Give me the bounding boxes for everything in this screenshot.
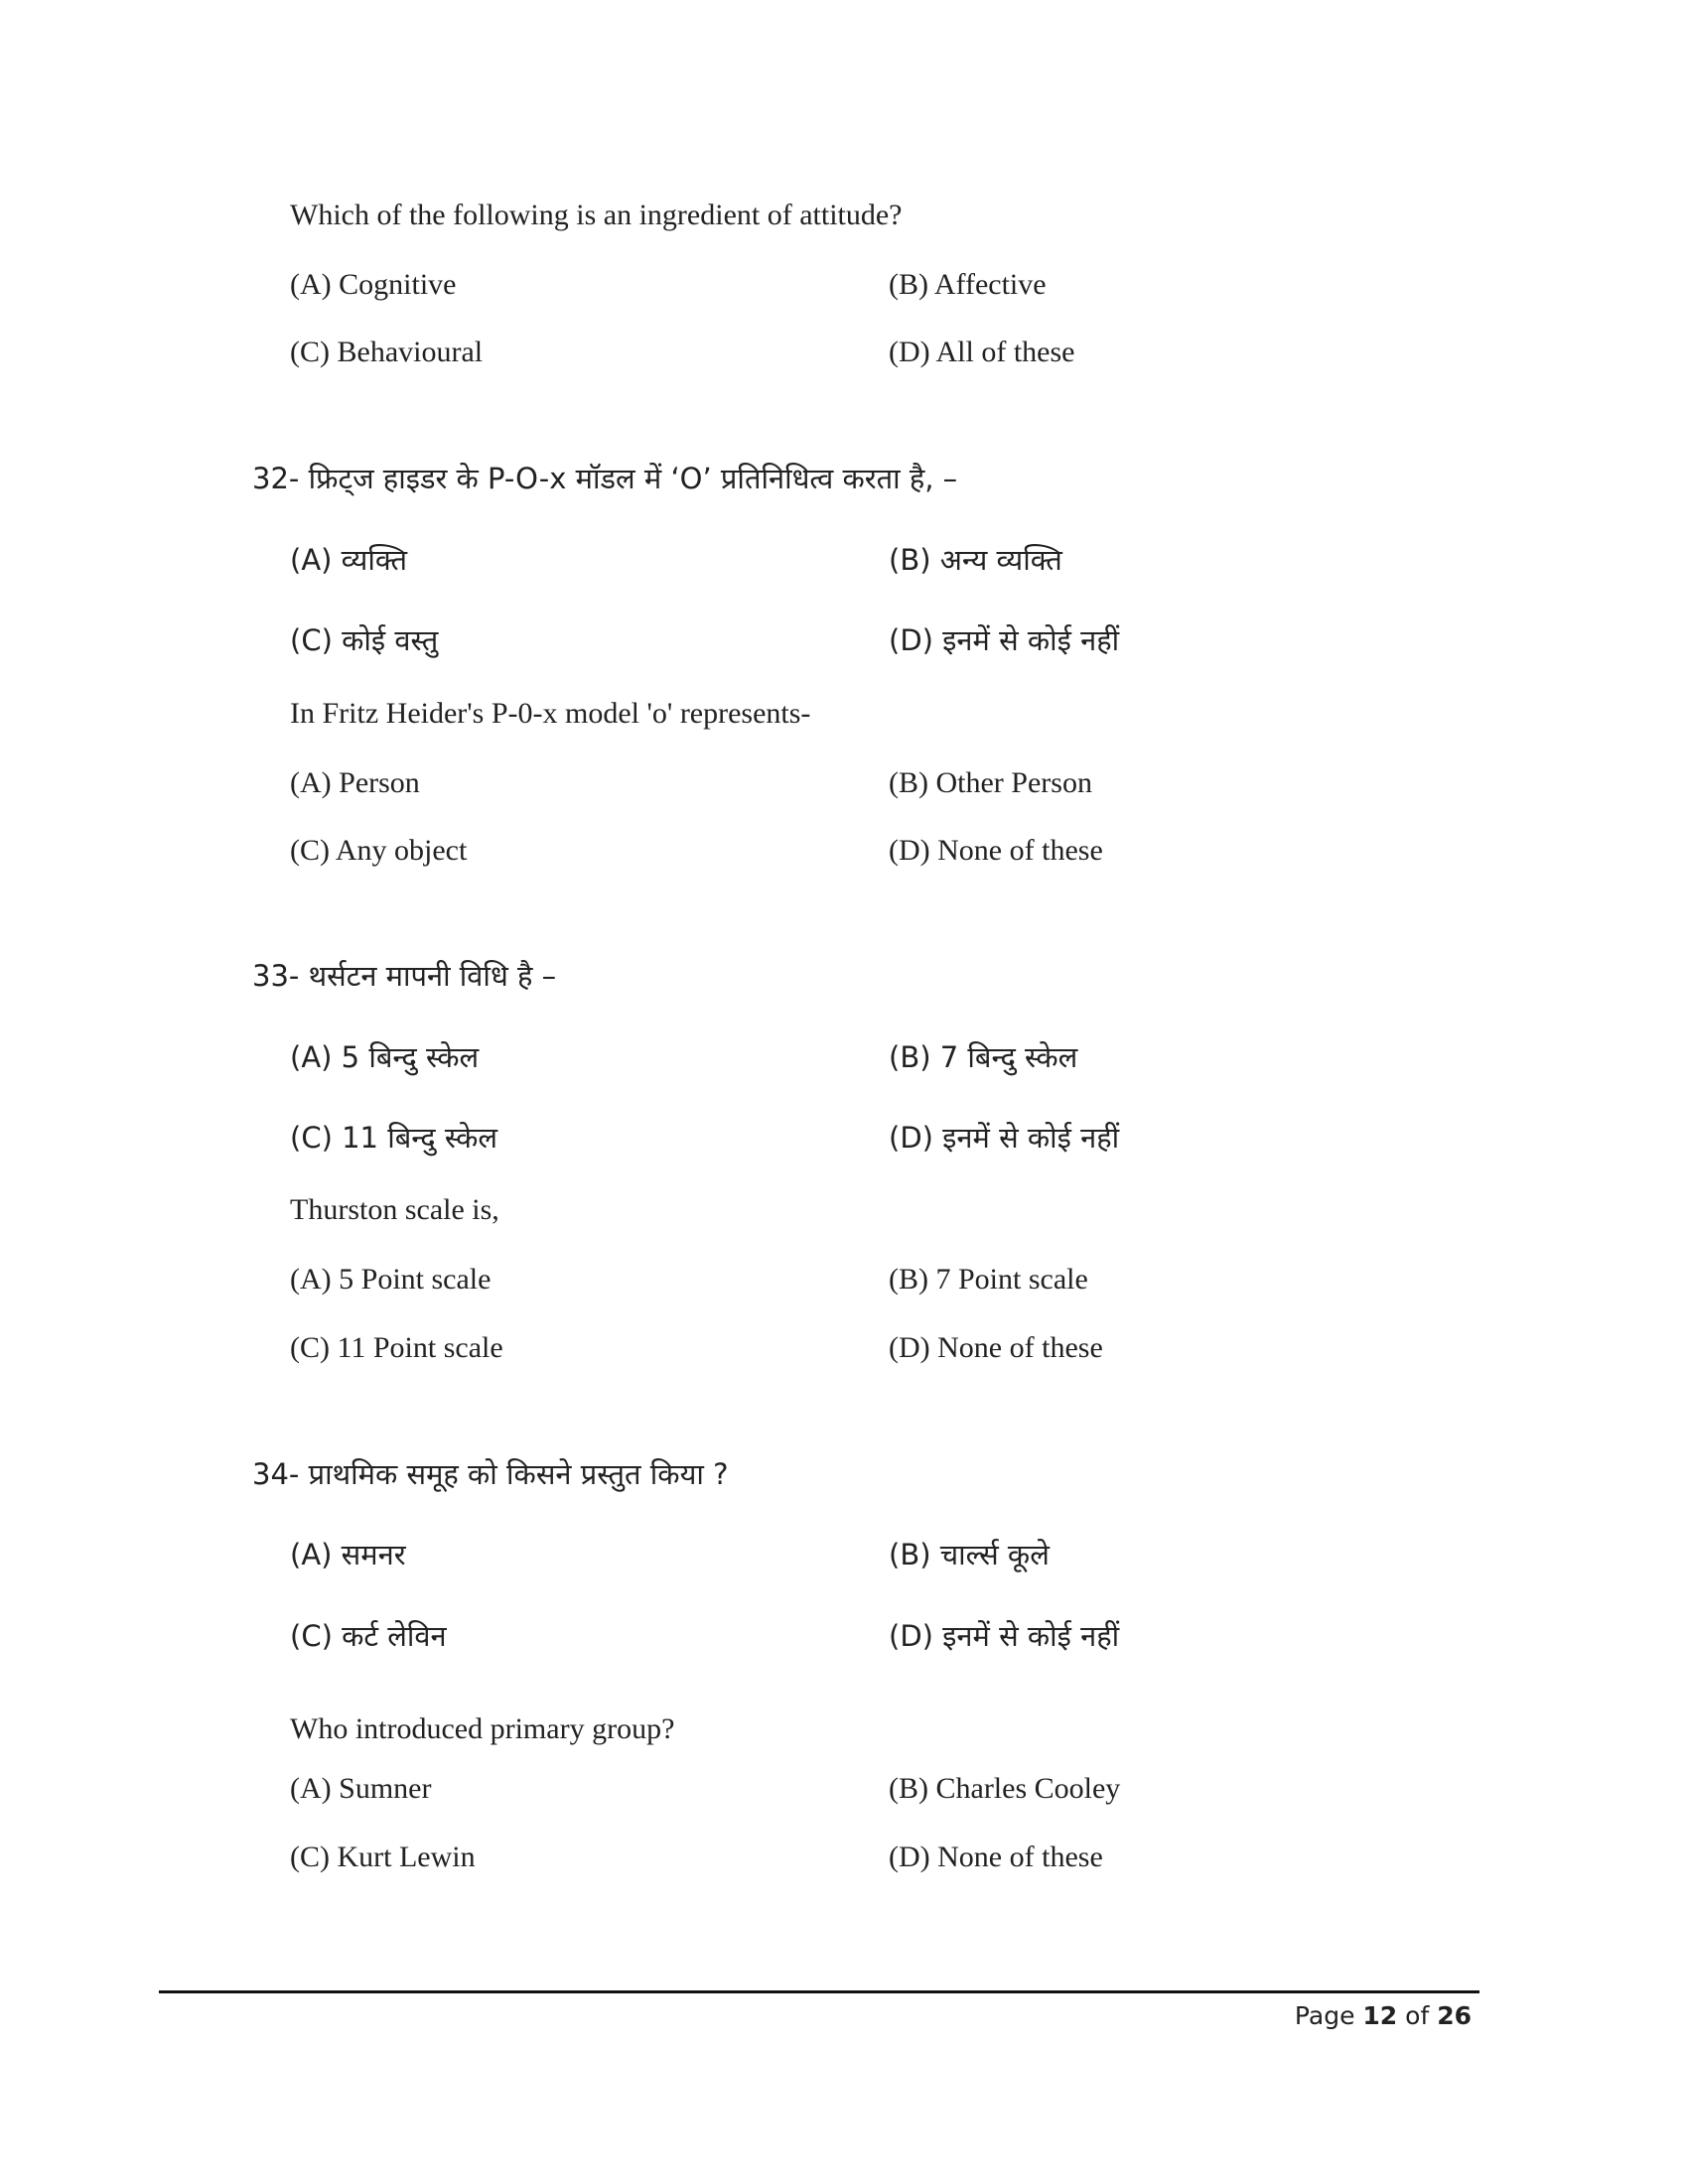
page-total: 26	[1437, 2001, 1472, 2030]
q33-hi-question: 33- थर्सटन मापनी विधि है –	[252, 959, 557, 993]
footer-divider	[159, 1990, 1479, 1993]
q31-en-option-a: (A) Cognitive	[290, 268, 457, 301]
q32-en-question: In Fritz Heider's P-0-x model 'o' represents-	[290, 697, 811, 730]
q34-hi-option-b: (B) चार्ल्स कूले	[889, 1538, 1050, 1571]
q33-hi-option-d: (D) इनमें से कोई नहीं	[889, 1121, 1120, 1155]
q34-hi-option-a: (A) समनर	[290, 1538, 406, 1571]
q33-en-option-a: (A) 5 Point scale	[290, 1263, 492, 1296]
q32-hi-question: 32- फ्रिट्ज हाइडर के P-O-x मॉडल में ‘O’ प्रतिनिधित्व करता है, –	[252, 462, 958, 495]
q34-hi-question: 34- प्राथमिक समूह को किसने प्रस्तुत किया ?	[252, 1457, 729, 1491]
q33-en-option-d: (D) None of these	[889, 1331, 1103, 1364]
q33-en-question: Thurston scale is,	[290, 1193, 499, 1226]
q31-en-question: Which of the following is an ingredient of attitude?	[290, 199, 903, 231]
q32-en-option-a: (A) Person	[290, 766, 420, 799]
q32-en-option-c: (C) Any object	[290, 834, 468, 867]
q31-en-option-c: (C) Behavioural	[290, 336, 484, 368]
q32-hi-option-d: (D) इनमें से कोई नहीं	[889, 623, 1120, 657]
q32-hi-option-b: (B) अन्य व्यक्ति	[889, 543, 1062, 577]
q32-en-option-d: (D) None of these	[889, 834, 1103, 867]
q34-en-option-d: (D) None of these	[889, 1841, 1103, 1873]
q32-hi-option-a: (A) व्यक्ति	[290, 543, 408, 577]
q34-en-option-a: (A) Sumner	[290, 1772, 432, 1805]
q34-hi-option-c: (C) कर्ट लेविन	[290, 1619, 447, 1653]
q33-en-option-b: (B) 7 Point scale	[889, 1263, 1088, 1296]
q32-en-option-b: (B) Other Person	[889, 766, 1092, 799]
q34-en-option-c: (C) Kurt Lewin	[290, 1841, 476, 1873]
page-number	[1295, 2001, 1472, 2030]
q31-en-option-d: (D) All of these	[889, 336, 1075, 368]
page-of: of	[1397, 2001, 1438, 2030]
page-prefix: Page	[1294, 2001, 1363, 2030]
q33-en-option-c: (C) 11 Point scale	[290, 1331, 503, 1364]
q32-hi-option-c: (C) कोई वस्तु	[290, 623, 439, 657]
q31-en-option-b: (B) Affective	[889, 268, 1047, 301]
q33-hi-option-c: (C) 11 बिन्दु स्केल	[290, 1121, 498, 1155]
q34-hi-option-d: (D) इनमें से कोई नहीं	[889, 1619, 1120, 1653]
q34-en-question: Who introduced primary group?	[290, 1712, 675, 1745]
page-current: 12	[1362, 2001, 1398, 2030]
q34-en-option-b: (B) Charles Cooley	[889, 1772, 1121, 1805]
q33-hi-option-a: (A) 5 बिन्दु स्केल	[290, 1040, 480, 1074]
q33-hi-option-b: (B) 7 बिन्दु स्केल	[889, 1040, 1078, 1074]
